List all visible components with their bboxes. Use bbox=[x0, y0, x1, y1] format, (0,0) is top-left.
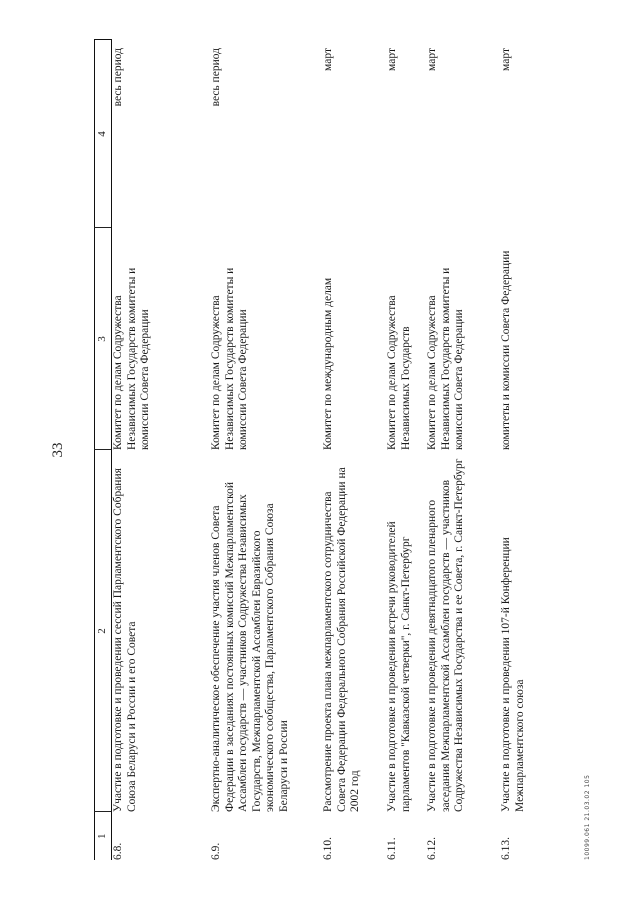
event-description: Экспертно-аналитическое обеспечение участия членов Совета Федерации в заседаниях постоянных комиссий Межпарламентской Ассамблеи государств — участников Содружества Независимых Государств, Межпарламентской Ассамблеи Евразийского экономического сообщества, Парламентского Собрания Союза Беларуси и России bbox=[210, 481, 290, 812]
responsible-body: Комитет по делам Содружества Независимых Государств bbox=[386, 295, 412, 450]
table-row bbox=[386, 40, 426, 860]
column-header-1: 1 bbox=[95, 812, 112, 860]
period: март bbox=[386, 48, 398, 71]
column-header-2: 2 bbox=[95, 450, 112, 812]
event-description: Рассмотрение проекта плана межпарламентского сотрудничества Совета Федерации Федерального Собрания Российской Федерации на 2002 год bbox=[322, 467, 362, 812]
period: март bbox=[500, 48, 512, 71]
event-description: Участие в подготовке и проведении 107-й Конференции Межпарламентского союза bbox=[500, 537, 526, 812]
responsible-body: комитеты и комиссии Совета Федерации bbox=[500, 250, 512, 450]
column-header-4: 4 bbox=[95, 40, 112, 228]
event-description: Участие в подготовке и проведении девятнадцатого пленарного заседания Межпарламентской Ассамблеи государств — участников Содружества Независимых Государства и ее Совета, г. Санкт-Петербург bbox=[426, 458, 466, 812]
table-header-row bbox=[95, 40, 112, 860]
table-row bbox=[210, 40, 322, 860]
period: март bbox=[322, 48, 334, 71]
table-row bbox=[112, 40, 211, 860]
table-row bbox=[322, 40, 386, 860]
period: весь период bbox=[210, 48, 222, 107]
item-number: 6.12. bbox=[426, 837, 438, 860]
event-description: Участие в подготовке и проведении сессий Парламентского Собрания Союза Беларуси и России и его Совета bbox=[112, 468, 138, 812]
table-row bbox=[426, 40, 500, 860]
item-number: 6.11. bbox=[386, 837, 398, 860]
column-header-3: 3 bbox=[95, 228, 112, 450]
responsible-body: Комитет по делам Содружества Независимых Государств комитеты и комиссии Совета Федерации bbox=[210, 267, 250, 450]
period: март bbox=[426, 48, 438, 71]
event-description: Участие в подготовке и проведении встречи руководителей парламентов "Кавказской четверки", г. Санкт-Петербург bbox=[386, 521, 412, 812]
page-number: 33 bbox=[50, 442, 66, 458]
period: весь период bbox=[112, 48, 124, 107]
rotated-document-content bbox=[50, 40, 610, 860]
responsible-body: Комитет по делам Содружества Независимых Государств комитеты и комиссии Совета Федерации bbox=[426, 267, 466, 450]
table-row bbox=[500, 40, 554, 860]
item-number: 6.10. bbox=[322, 837, 334, 860]
plan-table bbox=[94, 40, 554, 861]
item-number: 6.9. bbox=[210, 842, 222, 860]
item-number: 6.13. bbox=[500, 837, 512, 860]
item-number: 6.8. bbox=[112, 842, 124, 860]
responsible-body: Комитет по делам Содружества Независимых Государств комитеты и комиссии Совета Федерации bbox=[112, 267, 152, 450]
responsible-body: Комитет по международным делам bbox=[322, 277, 334, 450]
footer-stamp: 10099.061 21.03.02 105 bbox=[584, 774, 591, 860]
